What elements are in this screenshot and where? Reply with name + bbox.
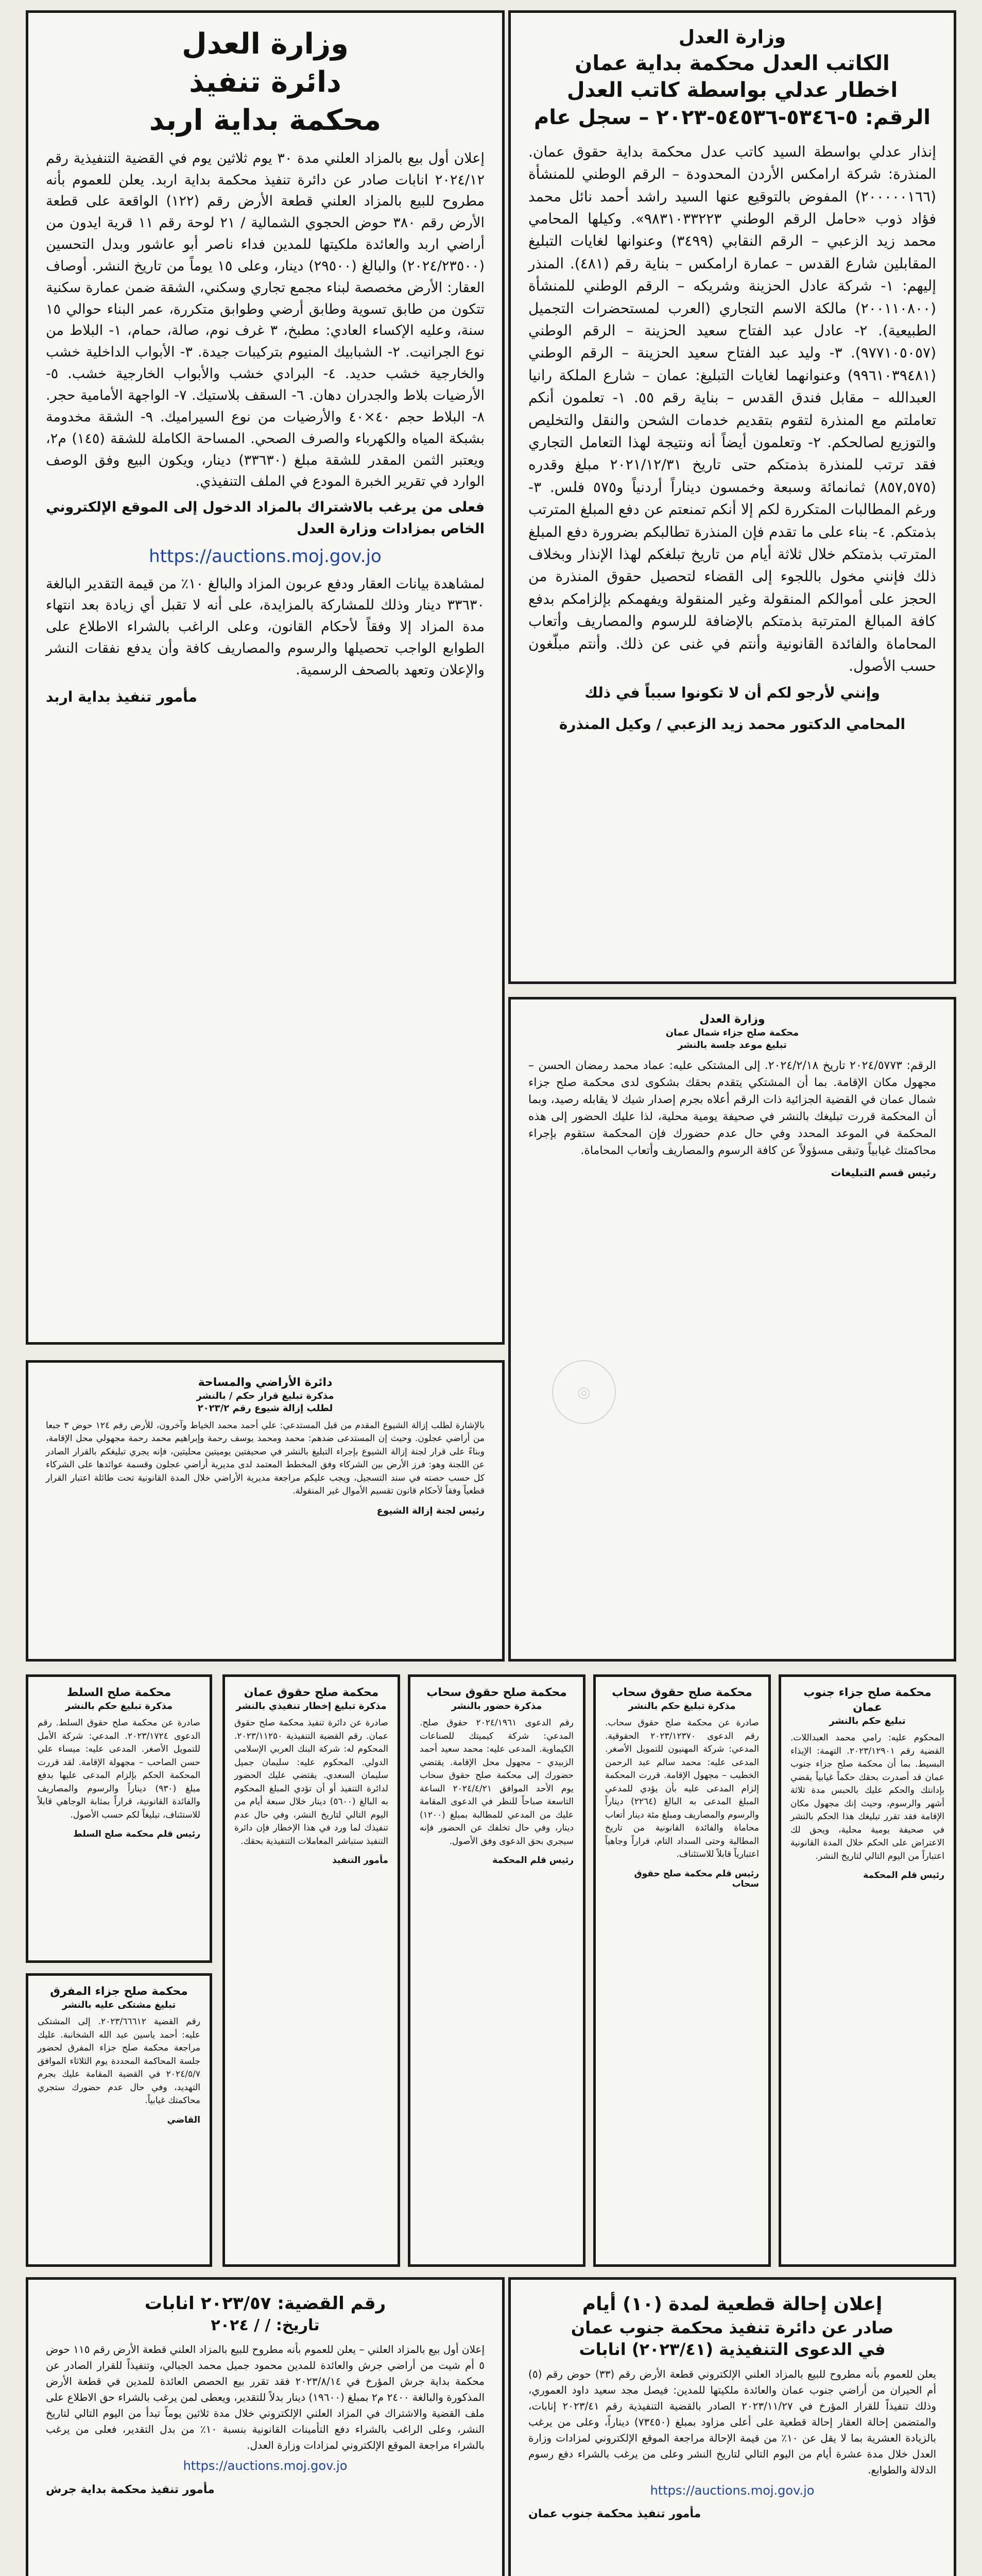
notice-body: لمشاهدة بيانات العقار ودفع عربون المزاد والبالغ ١٠٪ من قيمة التقدير البالغة ٣٣٦٣٠ دينار وذلك للمشاركة بالمزايدة، على أنه لا تقبل أي زيادة بعد انتهاء مدة المزاد إلا وفقاً لأحكام القانون، وعلى الراغب بالشراء الاطلاع على الطوابع الواجب تحصيلها والرسوم والمصاريف كافة وأن يدفع نفقات النشر والإعلان وتعهد بالصحف الرسمية. <box>46 575 485 678</box>
notice-heading: محكمة صلح جزاء المفرق <box>50 1985 188 1998</box>
notice-subheading: صادر عن دائرة تنفيذ محكمة جنوب عمان <box>571 2317 894 2337</box>
notice-case-number: رقم القضية: ٢٠٢٣/٥٧ انابات <box>144 2293 386 2314</box>
notice-closing: وإنني لأرجو لكم أن لا تكونوا سبباً في ذلك <box>584 684 880 702</box>
notice-body: صادرة عن محكمة صلح حقوق سحاب. رقم الدعوى ٢٠٢٣/١٢٣٧٠ الحقوقية. المدعي: شركة المهنيون للتمويل الأصغر. المدعى عليه: محمد سالم عبد الرحمن الخطيب – مجهول الإقامة. قررت المحكمة إلزام المدعى عليه بأن يؤدي للمدعي المبلغ المدعى به البالغ (٢٢٦٤) ديناراً والرسوم والمصاريف ومبلغ مئة دينار أتعاب محاماة والفائدة القانونية من تاريخ المطالبة وحتى السداد التام، قراراً وجاهياً اعتبارياً قابلاً للاستئناف. <box>605 1718 760 1860</box>
north-amman-court-notice <box>508 997 956 1662</box>
sahab-summons-notice <box>408 1674 585 2267</box>
notice-body: يعلن للعموم بأنه مطروح للبيع بالمزاد العلني الإلكتروني قطعة الأرض رقم (٣٣) حوض رقم (٥) أم الحيران من أراضي جنوب عمان والعائدة ملكيتها للمدين: فيصل مجد سعيد داود العموري، وذلك تنفيذاً للقرار المؤرخ في ٢٠٢٣/١١/٢٧ الصادر بالقضية التنفيذية رقم ٢٠٢٣/٤١ إنابات، والمتضمن إحالة العقار إحالة قطعية على أعلى مزاود بمبلغ (٧٣٤٥٠) ديناراً، وعلى من يرغب بالزيادة العشرية بما لا يقل عن ١٠٪ من قيمة الإحالة مراجعة الموقع الإلكتروني لمزادات وزارة العدل خلال مدة عشرة أيام من اليوم التالي لتاريخ النشر وعلى من يرغب بالشراء دفع رسوم الدلالة والطوابع. <box>528 2367 937 2476</box>
notice-heading: محكمة صلح حقوق سحاب <box>426 1686 567 1699</box>
notice-heading: وزارة العدل <box>699 1013 765 1026</box>
notice-body: صادرة عن دائرة تنفيذ محكمة صلح حقوق عمان. رقم القضية التنفيذية ٢٠٢٣/١١٢٥٠. المحكوم له: شركة البنك العربي الإسلامي الدولي. المحكوم عليه: سليمان جميل سليمان السعدي. يقتضي عليك الحضور لدائرة التنفيذ أو أن تؤدي المبلغ المحكوم به البالغ (٥٦٠٠) دينار خلال سبعة أيام من اليوم التالي لتاريخ النشر، وفي حال عدم تنفيذك لما ورد في هذا الإخطار فإن دائرة التنفيذ ستباشر المعاملات التنفيذية بحقك. <box>234 1718 388 1846</box>
notice-signature: رئيس قلم المحكمة <box>492 1855 574 1866</box>
irbid-execution-auction <box>26 10 505 1345</box>
notice-body: إنذار عدلي بواسطة السيد كاتب عدل محكمة بداية حقوق عمان. المنذرة: شركة ارامكس الأردن المحدودة – الرقم الوطني للمنشأة (٢٠٠٠٠٠١٦٦) المفوض بالتوقيع عنها السيد راشد أحمد نائل محمد فؤاد ذوب «حامل الرقم الوطني ٩٨٣١٠٣٣٢٢٣». وكيلها المحامي محمد زيد الزعبي – الرقم النقابي (٣٤٩٩) وعنوانها لغايات التبليغ المقابلين شارع القدس – عمارة ارامكس – بناية رقم (٤٨١). المنذر إليهم: ١- شركة عادل الحزينة وشريكه – الرقم الوطني للمنشأة (٢٠٠١١٠٨٠٠) مالكة الاسم التجاري (العرب لمستحضرات التجميل الطبيعية). ٢- عادل عبد الفتاح سعيد الحزينة – الرقم الوطني (٩٧٧١٠٥٠٥٧). ٣- وليد عبد الفتاح سعيد الحزينة – الرقم الوطني (٩٩٦١٠٣٩٤٨١) وعنوانهما لغايات التبليغ: عمان – شارع الملكة رانيا العبدالله – مقابل فندق القدس – بناية رقم ٥٥. ١- تعلمون أنكم تعاملتم مع المنذرة لتقوم بتقديم خدمات الشحن والنقل والتخليص والتوزيع لصالحكم. ٢- وتعلمون أيضاً أنه ونتيجة لهذا التعامل التجاري فقد ترتب للمنذرة بذمتكم حتى تاريخ ٢٠٢١/١٢/٣١ مبلغ وقدره (٨٥٧,٥٧٥) ثمانمائة وسبعة وخمسون ديناراً أردنياً و٥٧٥ فلس. ٣- ورغم المطالبات المتكررة لكم إلا أنكم تمنعتم عن دفع المبلغ المترتب بذمتكم. ٤- بناء على ما تقدم فإن المنذرة تطالبكم بضرورة دفع المبلغ المترتب بذمتكم خلال ثلاثة أيام من تاريخ تبلغكم لهذا الإنذار وبخلاف ذلك فإنني مخول باللجوء إلى القضاء لتحصيل حقوق المنذرة من الحجز على أموالكم المنقولة وغير المنقولة ويفهمكم بإلزامكم بدفع كافة المبالغ المترتبة بذمتكم بالإضافة للرسوم والمصاريف وأتعاب المحاماة والفائدة القانونية وأنتم في غنى عن ذلك. وأنتم مبلّغون حسب الأصول. <box>528 143 937 674</box>
notice-heading: محكمة صلح حقوق عمان <box>244 1686 379 1699</box>
notice-signature: رئيس قلم محكمة صلح السلط <box>73 1829 200 1840</box>
notice-signature: مأمور تنفيذ محكمة بداية جرش <box>46 2483 215 2496</box>
notice-body: رقم القضية ٢٠٢٣/٦٦٦١٢. إلى المشتكى عليه: أحمد ياسين عبد الله الشخانبة. عليك مراجعة محكمة صلح جزاء المفرق لحضور جلسة المحاكمة المحددة يوم الثلاثاء الموافق ٢٠٢٤/٥/٧ في القضية المقامة عليك بجرم التهديد، وفي حال عدم حضورك ستجري محاكمتك غيابياً. <box>38 2016 201 2106</box>
notice-body: صادرة عن محكمة صلح حقوق السلط. رقم الدعوى ٢٠٢٣/١٧٢٤. المدعي: شركة الأمل للتمويل الأصغر. المدعى عليه: ميساء علي حسن الصاحب – مجهولة الإقامة. لقد قررت المحكمة الحكم بإلزام المدعى عليها بدفع مبلغ (٩٣٠) ديناراً والرسوم والمصاريف والفائدة القانونية، قراراً بمثابة الوجاهي قابلاً للاستئناف، تبليغاً لكم حسب الأصول. <box>38 1718 200 1820</box>
notice-body: إعلان أول بيع بالمزاد العلني مدة ٣٠ يوم ثلاثين يوم في القضية التنفيذية رقم ٢٠٢٤/١٢ انابات صادر عن دائرة تنفيذ محكمة بداية اربد. يعلن للعموم بأنه مطروح للبيع بالمزاد العلني قطعة الأرض رقم (١٢٢) الواقعة على قطعة الأرض رقم ٣٨٠ حوض الحجوي الشمالية / ٢١ لوحة رقم ١١ قرية ايدون من أراضي اربد والعائدة ملكيتها للمدين فداء ناصر أبو عاشور وبدل التحسين (٢٠٢٤/٢٣٥٠٠) والبالغ (٢٩٥٠٠) دينار، وعلى ١٥ يوماً من تاريخ النشر. أوصاف العقار: الأرض مخصصة لبناء مجمع تجاري وسكني، الشقة ضمن عمارة سكنية تتكون من طابق تسوية وطابق أرضي وطوابق متكررة، عمر البناء حوالي ١٥ سنة، وعليه الإكساء العادي: مطبخ، ٣ غرف نوم، صالة، حمام، ١- البلاط من نوع الجرانيت. ٢- الشبابيك المنيوم بتركيبات جيدة. ٣- الأبواب الداخلية خشب والخارجية خشب حديد. ٤- البرادي خشب والأبواب الخارجية خشب. ٥- الأرضيات بلاط والجدران دهان. ٦- السقف بلاستيك. ٧- الواجهة الأمامية حجر. ٨- البلاط حجم ٤٠×٤٠ والأرضيات من نوع السيراميك. ٩- الشقة مخدومة بشبكة المياه والكهرباء والصرف الصحي. المساحة الكاملة للشقة (١٤٥) م٢، ويعتبر الثمن المقدر للشقة مبلغ (٣٣٦٣٠) دينار، ويكون البيع وفق الوصف الوارد في تقرير الخبرة المودع في الملف التنفيذي. <box>46 150 485 490</box>
notice-signature: مأمور تنفيذ محكمة جنوب عمان <box>528 2507 701 2521</box>
notice-body: الرقم: ٢٠٢٤/٥٧٧٣ تاريخ ٢٠٢٤/٢/١٨. إلى المشتكى عليه: عماد محمد رمضان الحسن – مجهول مكان الإقامة. بما أن المشتكي يتقدم بحقك بشكوى لدى محكمة صلح جزاء شمال عمان في القضية الجزائية ذات الرقم أعلاه بجرم إصدار شيك لا يقابله رصيد، وبما أن المحكمة قررت تبليغك بالنشر في صحيفة يومية محلية، لذا عليك الحضور إلى هذه المحكمة في الموعد المحدد وفي حال عدم حضورك فإن المحكمة ستقوم بإجراء محاكمتك غيابياً وتبقى مسؤولاً عن كافة الرسوم والمصاريف وأتعاب المحاماة. <box>528 1059 936 1157</box>
notary-notice-amman <box>508 10 956 984</box>
south-amman-court-notice <box>779 1674 956 2267</box>
notice-heading: محكمة صلح جزاء جنوب عمان <box>803 1686 932 1715</box>
sahab-court-notice <box>593 1674 771 2267</box>
auction-website-link[interactable]: https://auctions.moj.gov.jo <box>650 2483 815 2498</box>
auction-website-link[interactable]: https://auctions.moj.gov.jo <box>149 546 382 567</box>
notice-subheading: مذكرة تبليغ حكم بالنشر <box>628 1701 736 1712</box>
notice-subheading: مذكرة تبليغ حكم بالنشر <box>65 1701 173 1712</box>
notice-subheading: مذكرة حضور بالنشر <box>451 1701 542 1712</box>
notice-heading: محكمة صلح حقوق سحاب <box>612 1686 752 1699</box>
notice-subheading: لطلب إزالة شيوع رقم ٢٠٢٣/٢ <box>197 1403 333 1414</box>
notice-signature: المحامي الدكتور محمد زيد الزعبي / وكيل المنذرة <box>559 716 906 733</box>
notice-heading: الكاتب العدل محكمة بداية عمان <box>575 51 890 75</box>
notice-subheading: تبليغ موعد جلسة بالنشر <box>678 1040 787 1051</box>
notice-body: رقم الدعوى ٢٠٢٤/١٩٦١ حقوق صلح. المدعي: شركة كيميتك للصناعات الكيماوية. المدعى عليه: محمد سعيد أحمد الزبيدي – مجهول محل الإقامة. يقتضي حضورك إلى محكمة صلح حقوق سحاب يوم الأحد الموافق ٢٠٢٤/٤/٢١ الساعة التاسعة صباحاً للنظر في الدعوى المقامة عليك من المدعي للمطالبة بمبلغ (١٢٠٠) دينار، وفي حال تخلفك عن الحضور فإنه سيجري بحق الدعوى وفق الأصول. <box>420 1718 574 1846</box>
notice-body: المحكوم عليه: رامي محمد العبداللات. القضية رقم ٢٠٢٣/١٢٩٠١. التهمة: الإيذاء البسيط. بما أن محكمة صلح جزاء جنوب عمان قد أصدرت بحقك حكماً غيابياً يقضي بإدانتك والحكم عليك بالحبس مدة ثلاثة أشهر والرسوم، وحيث إنك مجهول مكان الإقامة فقد تقرر تبليغك هذا الحكم بالنشر في صحيفة يومية محلية، ويحق لك الاعتراض على الحكم خلال المدة القانونية اعتباراً من اليوم التالي لتاريخ النشر. <box>790 1733 944 1861</box>
notice-heading: اخطار عدلي بواسطة كاتب العدل <box>566 78 898 103</box>
notice-heading: محكمة صلح السلط <box>66 1686 171 1699</box>
notice-heading: وزارة العدل <box>678 27 786 48</box>
notice-heading: محكمة بداية اربد <box>149 103 382 137</box>
notice-heading: وزارة العدل <box>182 27 349 61</box>
auction-website-link[interactable]: https://auctions.moj.gov.jo <box>183 2459 348 2473</box>
notice-body: إعلان أول بيع بالمزاد العلني – يعلن للعموم بأنه مطروح للبيع بالمزاد العلني قطعة الأرض رقم ١١٥ حوض ٥ أم شيت من أراضي جرش والعائدة للمدين محمود جميل محمد الجبالي، وتنفيذاً للقرار الصادر عن محكمة بداية جرش المؤرخ في ٢٠٢٣/٨/١٤ فقد تقرر بيع الحصص العائدة للمدين في قطعة الأرض المذكورة والبالغة ٢٤٠٠ م٢ بمبلغ (١٩٦٠٠) دينار بدلاً للتقدير، ويعطى لمن يرغب بالشراء حق الاطلاع على ملف القضية والاشتراك في المزاد العلني الإلكتروني خلال مدة ثلاثين يوماً تبدأ من اليوم التالي لتاريخ النشر، وعلى الراغب بالشراء دفع التأمينات القانونية بنسبة ١٠٪ من بدل التقدير، فعلى من يرغب بالشراء مراجعة الموقع الإلكتروني لمزادات وزارة العدل. <box>46 2343 485 2452</box>
notice-body: بالإشارة لطلب إزالة الشيوع المقدم من قبل المستدعي: علي أحمد محمد الخياط وآخرون، للأرض رقم ١٢٤ حوض ٣ جبعا من أراضي عجلون. وحيث إن المستدعى ضدهم: محمد ومحمد يوسف رحمة وإبراهيم محمد رحمة مجهولي محل الإقامة، وبناءً على قرار لجنة إزالة الشيوع بإجراء التبليغ بالنشر في صحيفتين يوميتين محليتين، فإنه يجري تبليغكم بالقرار الصادر عن اللجنة وهو: فرز الأرض بين الشركاء وفق المخطط المعتمد لدى مديرية أراضي عجلون وقسمة عوائدها على الشركاء كل حسب حصته في سند التسجيل، ويجب عليكم مراجعة مديرية الأراضي خلال المدة القانونية تحت طائلة اعتبار القرار قطعياً وفقاً لأحكام قانون تقسيم الأموال غير المنقولة. <box>46 1420 485 1497</box>
land-survey-notice <box>26 1360 505 1662</box>
notice-signature: مأمور تنفيذ بداية اربد <box>46 688 197 705</box>
notice-signature: القاضي <box>167 2114 200 2125</box>
notice-heading: دائرة تنفيذ <box>189 65 341 99</box>
notice-heading: دائرة الأراضي والمساحة <box>198 1376 333 1389</box>
amman-execution-notice <box>222 1674 400 2267</box>
mafraq-court-notice <box>26 1973 212 2267</box>
notice-signature: رئيس قسم التبليغات <box>831 1166 936 1179</box>
notice-signature: رئيس قلم محكمة صلح حقوق سحاب <box>634 1868 759 1889</box>
notice-subheading: تبليغ حكم بالنشر <box>829 1716 906 1727</box>
jerash-auction-notice <box>26 2277 505 2576</box>
notice-subheading: مذكرة تبليغ قرار حكم / بالنشر <box>196 1391 334 1402</box>
notice-signature: مأمور التنفيذ <box>332 1855 388 1866</box>
notice-date: تاريخ: / / ٢٠٢٤ <box>211 2316 320 2334</box>
notice-signature: رئيس قلم المحكمة <box>863 1870 944 1881</box>
south-amman-adjudication-notice <box>508 2277 956 2576</box>
watermark-seal-icon: ◎ <box>552 1360 616 1424</box>
notice-subheading: محكمة صلح جزاء شمال عمان <box>665 1027 799 1039</box>
notice-subheading: تبليغ مشتكى عليه بالنشر <box>62 1999 176 2011</box>
salt-court-notice <box>26 1674 212 1963</box>
notice-subheading: مذكرة تبليغ إخطار تنفيذي بالنشر <box>236 1701 387 1712</box>
notice-subheading: في الدعوى التنفيذية (٢٠٢٣/٤١) انابات <box>579 2339 886 2359</box>
notice-case-number: الرقم: ٥-٥٣٤٦-٥٤٥٣٦-٢٠٢٣ – سجل عام <box>533 106 931 130</box>
notice-heading: إعلان إحالة قطعية لمدة (١٠) أيام <box>582 2294 883 2315</box>
notice-body: فعلى من يرغب بالاشتراك بالمزاد الدخول إلى الموقع الإلكتروني الخاص بمزادات وزارة العدل <box>46 499 485 537</box>
notice-signature: رئيس لجنة إزالة الشيوع <box>376 1505 485 1516</box>
